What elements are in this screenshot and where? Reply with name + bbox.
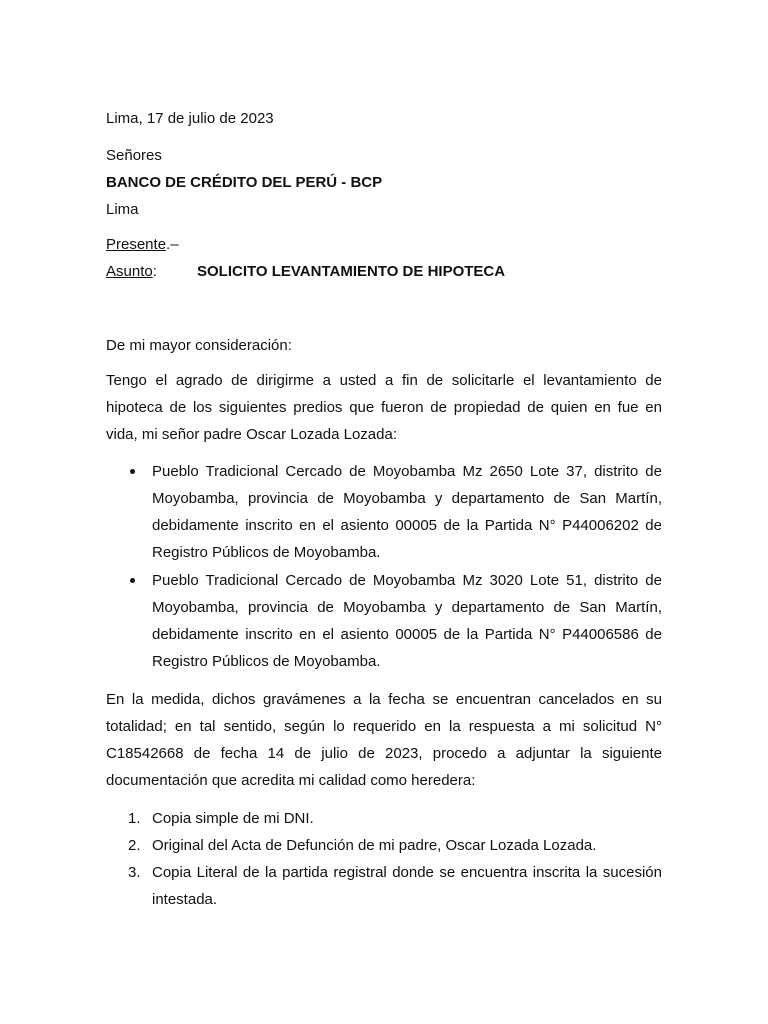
document-text: Copia simple de mi DNI. [152, 810, 314, 827]
presente-line [106, 234, 662, 255]
presente-suffix: .– [166, 236, 179, 253]
list-number: 2. [128, 837, 141, 854]
document-text: Original del Acta de Defunción de mi padre, Oscar Lozada Lozada. [152, 837, 597, 854]
bullet-icon [130, 578, 135, 583]
recipient-block [106, 145, 662, 220]
list-item [106, 805, 662, 832]
list-item [106, 567, 662, 675]
bullet-icon [130, 469, 135, 474]
intro-paragraph: Tengo el agrado de dirigirme a usted a fin de solicitarle el levantamiento de hipoteca de los siguientes predios que fueron de propiedad de quien en fue en vida, mi señor padre Oscar Lozada Lozada: [106, 372, 662, 443]
asunto-line [106, 261, 662, 282]
list-item [106, 458, 662, 566]
presente-label: Presente [106, 236, 167, 253]
documents-list [106, 805, 662, 913]
list-number: 3. [128, 864, 141, 881]
recipient-city: Lima [106, 201, 139, 218]
greeting: De mi mayor consideración: [106, 337, 292, 354]
asunto-label: Asunto [106, 263, 153, 280]
letter-body [106, 108, 662, 913]
document-text: Copia Literal de la partida registral donde se encuentra inscrita la sucesión intestada. [152, 864, 662, 908]
property-text: Pueblo Tradicional Cercado de Moyobamba Mz 2650 Lote 37, distrito de Moyobamba, provincia de Moyobamba y departamento de San Martín, debidamente inscrito en el asiento 00005 de la Partida N° P44006202 de Registro Públicos de Moyobamba. [152, 463, 662, 561]
date-line: Lima, 17 de julio de 2023 [106, 110, 274, 127]
recipient-salutation: Señores [106, 147, 162, 164]
list-item [106, 859, 662, 913]
asunto-colon: : [152, 263, 157, 280]
list-number: 1. [128, 810, 141, 827]
recipient-name: BANCO DE CRÉDITO DEL PERÚ - BCP [106, 174, 383, 191]
asunto-text: SOLICITO LEVANTAMIENTO DE HIPOTECA [197, 263, 506, 280]
closing-paragraph: En la medida, dichos gravámenes a la fecha se encuentran cancelados en su totalidad; en tal sentido, según lo requerido en la respuesta a mi solicitud N° C18542668 de fecha 14 de julio de 2023, procedo a adjuntar la siguiente documentación que acredita mi calidad como heredera: [106, 691, 662, 789]
property-text: Pueblo Tradicional Cercado de Moyobamba Mz 3020 Lote 51, distrito de Moyobamba, provincia de Moyobamba y departamento de San Martín, debidamente inscrito en el asiento 00005 de la Partida N° P44006586 de Registro Públicos de Moyobamba. [152, 572, 662, 670]
list-item [106, 832, 662, 859]
property-list [106, 458, 662, 675]
